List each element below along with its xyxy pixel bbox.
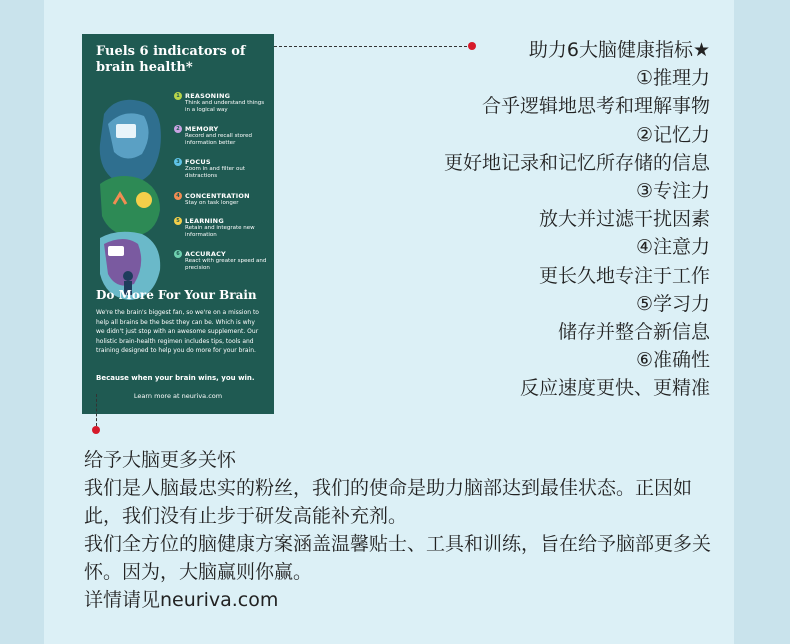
- indicator-name: ACCURACY: [185, 250, 226, 258]
- indicator-number: 4: [174, 192, 182, 200]
- indicator-focus: [174, 158, 270, 180]
- leader-line-vertical: [96, 394, 97, 426]
- indicator-number: 1: [174, 92, 182, 100]
- list-item-name: ⑥准确性: [635, 349, 710, 372]
- list-heading: 助力6大脑健康指标★: [528, 39, 710, 61]
- indicator-name: CONCENTRATION: [185, 192, 250, 200]
- list-item-desc: 合乎逻辑地思考和理解事物: [481, 95, 710, 118]
- card-title-line2: brain health*: [96, 60, 193, 75]
- bottom-text-block: [84, 446, 724, 614]
- indicator-number: 6: [174, 250, 182, 258]
- indicator-desc: React with greater speed and precision: [185, 258, 267, 271]
- list-item-name: ③专注力: [635, 180, 710, 203]
- indicator-desc: Retain and integrate new information: [185, 225, 255, 238]
- list-item-desc: 反应速度更快、更精准: [519, 377, 710, 400]
- brain-illustration: [94, 94, 166, 304]
- bottom-paragraph-1: 我们是人脑最忠实的粉丝，我们的使命是助力脑部达到最佳状态。正因如此，我们没有止步于研发高能补充剂。: [84, 477, 693, 527]
- indicator-name: MEMORY: [185, 125, 219, 133]
- indicator-name: REASONING: [185, 92, 231, 100]
- indicator-desc: Record and recall stored information better: [185, 133, 252, 146]
- list-item-desc: 更好地记录和记忆所存储的信息: [443, 151, 710, 174]
- list-item-name: ④注意力: [635, 236, 710, 259]
- more-tagline: Because when your brain wins, you win.: [96, 374, 255, 382]
- indicator-accuracy: [174, 250, 270, 272]
- list-item-name: ⑤学习力: [635, 292, 710, 315]
- indicator-number: 5: [174, 217, 182, 225]
- indicator-concentration: [174, 192, 270, 207]
- bottom-link-text: 详情请见neuriva.com: [84, 589, 279, 611]
- indicator-number: 2: [174, 125, 182, 133]
- list-item-desc: 放大并过滤干扰因素: [538, 208, 710, 231]
- learn-more-link: Learn more at neuriva.com: [133, 392, 223, 400]
- list-item-name: ②记忆力: [635, 123, 710, 146]
- bottom-paragraph-2: 我们全方位的脑健康方案涵盖温馨贴士、工具和训练，旨在给予脑部更多关怀。因为，大脑赢则你赢。: [84, 533, 712, 583]
- indicator-desc: Stay on task longer: [185, 200, 239, 206]
- indicator-desc: Zoom in and filter out distractions: [185, 166, 246, 179]
- indicator-memory: [174, 125, 270, 147]
- indicator-number: 3: [174, 158, 182, 166]
- indicator-learning: [174, 217, 270, 239]
- indicator-desc: Think and understand things in a logical way: [185, 100, 265, 113]
- indicator-name: LEARNING: [185, 217, 224, 225]
- bottom-heading: 给予大脑更多关怀: [84, 449, 237, 471]
- more-body: We're the brain's biggest fan, so we're on a mission to help all brains be the best they can be. Which is why we didn't just stop with an awesome supplement. Our holistic brain-health regimen includes tips, tools and training designed to help you do more for your brain.: [96, 309, 259, 354]
- indicator-reasoning: [174, 92, 270, 114]
- leader-line-horizontal: [274, 46, 472, 47]
- leader-dot-bottom: [92, 426, 100, 434]
- list-item-name: ①推理力: [635, 67, 710, 90]
- more-title: Do More For Your Brain: [96, 288, 257, 302]
- list-item-desc: 更长久地专注于工作: [538, 264, 710, 287]
- list-item-desc: 储存并整合新信息: [557, 321, 710, 344]
- card-title: [96, 44, 262, 76]
- indicator-list-cn: [444, 36, 710, 403]
- indicator-name: FOCUS: [185, 158, 211, 166]
- product-info-card: [82, 34, 274, 414]
- card-title-line1: Fuels 6 indicators of: [96, 44, 246, 59]
